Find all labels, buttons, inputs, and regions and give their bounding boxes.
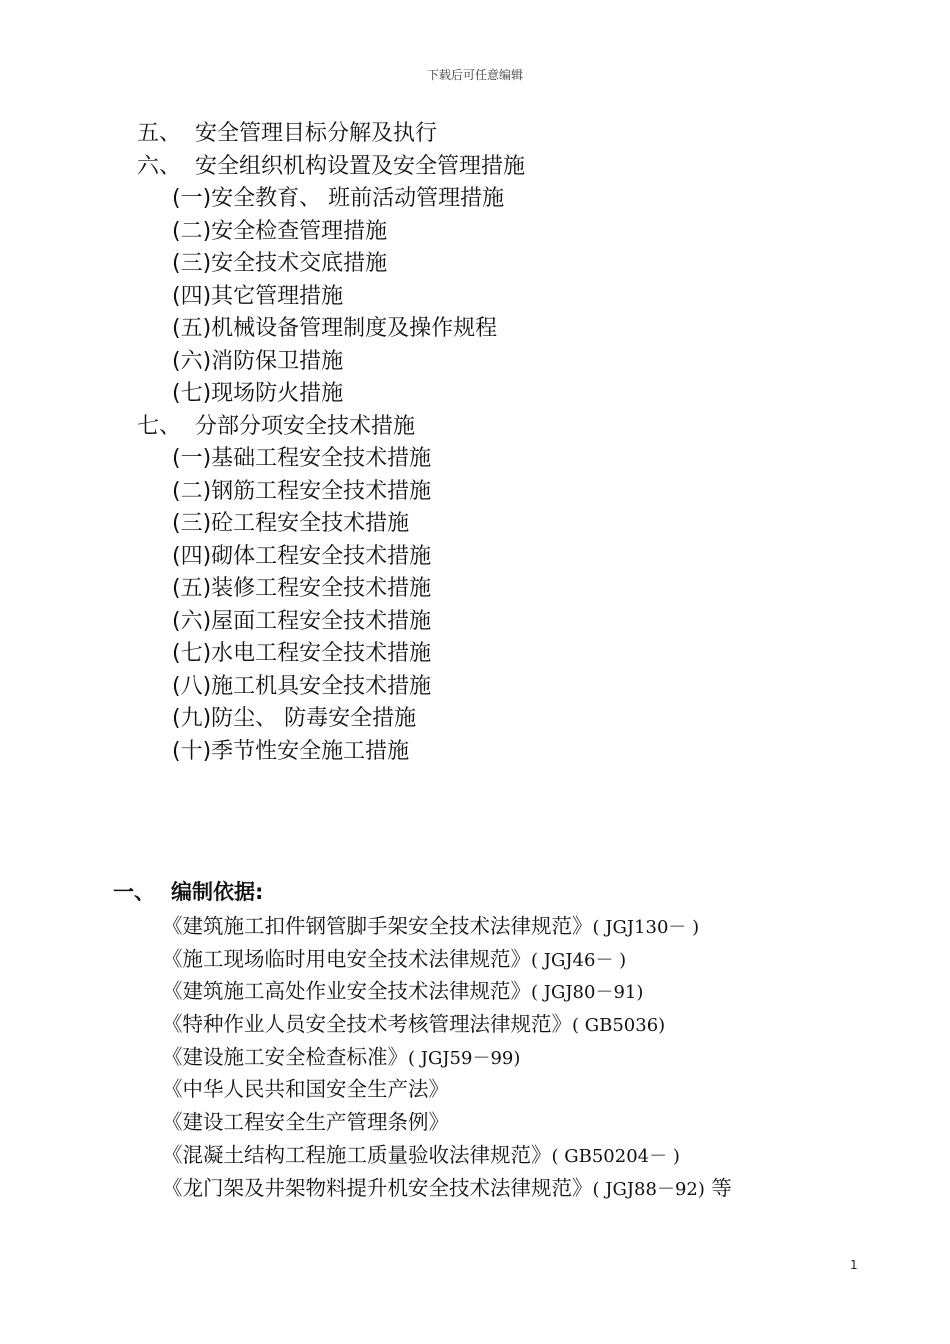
reference-title: 《建筑施工扣件钢管脚手架安全技术法律规范》 bbox=[162, 914, 593, 938]
toc-text: 砼工程安全技术措施 bbox=[211, 511, 410, 536]
reference-code: ( JGJ130－ ) bbox=[592, 917, 700, 938]
reference-item bbox=[0, 1008, 950, 1041]
reference-item bbox=[0, 1041, 950, 1074]
reference-code: ( GB5036) bbox=[572, 1015, 666, 1037]
toc-number: (六) bbox=[172, 348, 212, 374]
reference-item bbox=[0, 1139, 950, 1172]
toc-number: (八) bbox=[172, 673, 212, 699]
toc-line bbox=[0, 508, 950, 541]
toc-line bbox=[0, 606, 950, 639]
reference-title: 《龙门架及井架物料提升机安全技术法律规范》 bbox=[162, 1175, 593, 1200]
toc-number: (七) bbox=[172, 641, 212, 666]
toc-text: 施工机具安全技术措施 bbox=[211, 673, 432, 699]
toc-number: (二) bbox=[172, 478, 212, 504]
toc-text: 装修工程安全技术措施 bbox=[211, 576, 432, 601]
toc-number: (十) bbox=[172, 738, 212, 764]
reference-title: 《建设施工安全检查标准》 bbox=[162, 1044, 408, 1069]
toc-text: 安全教育、 班前活动管理措施 bbox=[211, 186, 505, 211]
toc-text: 钢筋工程安全技术措施 bbox=[211, 478, 432, 504]
toc-text: 机械设备管理制度及操作规程 bbox=[211, 316, 498, 341]
reference-code: ( JGJ59－99) bbox=[408, 1047, 521, 1069]
toc-text: 消防保卫措施 bbox=[211, 348, 344, 374]
toc-line bbox=[0, 378, 950, 411]
toc-number: 七、 bbox=[137, 413, 182, 439]
reference-list bbox=[0, 910, 950, 1204]
reference-item bbox=[0, 1172, 950, 1205]
reference-code: ( JGJ80－91) bbox=[531, 982, 644, 1004]
toc-text: 防尘、 防毒安全措施 bbox=[211, 706, 417, 731]
toc-number: 五、 bbox=[137, 121, 182, 146]
toc-line bbox=[0, 216, 950, 249]
toc-text: 安全检查管理措施 bbox=[211, 218, 388, 244]
toc-line bbox=[0, 541, 950, 574]
toc-line bbox=[0, 573, 950, 606]
toc-text: 基础工程安全技术措施 bbox=[211, 446, 432, 471]
toc-text: 屋面工程安全技术措施 bbox=[211, 608, 432, 634]
reference-title: 《施工现场临时用电安全技术法律规范》 bbox=[162, 946, 531, 971]
toc-text: 季节性安全施工措施 bbox=[211, 738, 410, 764]
table-of-contents bbox=[0, 118, 950, 768]
toc-number: (六) bbox=[172, 608, 212, 634]
toc-line bbox=[0, 671, 950, 704]
toc-text: 其它管理措施 bbox=[211, 283, 344, 309]
toc-text: 安全组织机构设置及安全管理措施 bbox=[195, 153, 526, 179]
toc-line bbox=[0, 476, 950, 509]
toc-number: (一) bbox=[172, 446, 212, 471]
page-number: 1 bbox=[850, 1258, 858, 1272]
toc-text: 现场防火措施 bbox=[211, 381, 344, 406]
toc-line bbox=[0, 118, 950, 151]
toc-number: (九) bbox=[172, 706, 212, 731]
reference-title: 《特种作业人员安全技术考核管理法律规范》 bbox=[162, 1012, 572, 1037]
toc-text: 安全技术交底措施 bbox=[211, 251, 388, 276]
section-number: 一、 bbox=[113, 880, 155, 904]
toc-number: 六、 bbox=[137, 153, 182, 179]
section-heading bbox=[0, 874, 950, 910]
toc-number: (四) bbox=[172, 283, 212, 309]
toc-number: (三) bbox=[172, 251, 212, 276]
reference-item bbox=[0, 1073, 950, 1106]
page-header-note: 下载后可任意编辑 bbox=[426, 68, 523, 82]
toc-number: (一) bbox=[172, 186, 212, 211]
compilation-basis-section bbox=[0, 874, 950, 1204]
section-title: 编制依据: bbox=[171, 880, 264, 904]
toc-text: 安全管理目标分解及执行 bbox=[195, 121, 438, 146]
toc-line bbox=[0, 411, 950, 444]
toc-text: 砌体工程安全技术措施 bbox=[211, 543, 432, 569]
toc-line bbox=[0, 183, 950, 216]
toc-number: (四) bbox=[172, 543, 212, 569]
reference-item bbox=[0, 975, 950, 1008]
toc-line bbox=[0, 638, 950, 671]
reference-suffix: 等 bbox=[704, 1175, 732, 1200]
reference-code: ( GB50204－ ) bbox=[551, 1145, 680, 1167]
toc-line bbox=[0, 736, 950, 769]
reference-code: ( JGJ46－ ) bbox=[531, 949, 627, 971]
toc-line bbox=[0, 346, 950, 379]
toc-number: (五) bbox=[172, 576, 212, 601]
toc-text: 分部分项安全技术措施 bbox=[195, 413, 416, 439]
toc-line bbox=[0, 313, 950, 346]
toc-line bbox=[0, 281, 950, 314]
toc-number: (二) bbox=[172, 218, 212, 244]
reference-title: 《建设工程安全生产管理条例》 bbox=[162, 1110, 449, 1135]
toc-line bbox=[0, 703, 950, 736]
toc-line bbox=[0, 151, 950, 184]
reference-code: ( JGJ88－92) bbox=[592, 1178, 705, 1200]
reference-title: 《混凝土结构工程施工质量验收法律规范》 bbox=[162, 1142, 552, 1167]
toc-line bbox=[0, 248, 950, 281]
toc-line bbox=[0, 443, 950, 476]
toc-text: 水电工程安全技术措施 bbox=[211, 641, 432, 666]
toc-number: (五) bbox=[172, 316, 212, 341]
reference-item bbox=[0, 943, 950, 976]
toc-number: (三) bbox=[172, 511, 212, 536]
reference-title: 《建筑施工高处作业安全技术法律规范》 bbox=[162, 979, 531, 1004]
reference-item bbox=[0, 910, 950, 943]
toc-number: (七) bbox=[172, 381, 212, 406]
reference-item bbox=[0, 1106, 950, 1139]
reference-title: 《中华人民共和国安全生产法》 bbox=[162, 1077, 449, 1102]
